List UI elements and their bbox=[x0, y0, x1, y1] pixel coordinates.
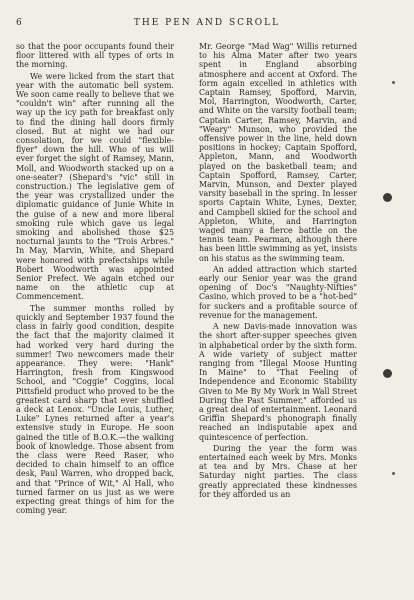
paragraph: During the year the form was entertained each week by Mrs. Monks at tea and by Mrs. Chase at her Saturday night parties. The class greatly appreciated these kindnesses for they afforded us an bbox=[199, 443, 357, 499]
paragraph: so that the poor occupants found their floor littered with all types of orts in the morning. bbox=[16, 42, 174, 70]
paper-speck bbox=[392, 472, 395, 475]
binder-hole-bottom bbox=[383, 369, 392, 378]
right-column bbox=[199, 42, 357, 499]
running-header bbox=[16, 18, 398, 32]
paragraph: Mr. George "Mad Wag" Willis returned to his Alma Mater after two years spent in England absorbing atmosphere and accent at Oxford. The form again excelled in athletics with Captain Ramsey, Spofford, Marvin, Mol, Harrington, Woodworth, Carter, and White on the varsity football team; Captain Carter, Ramsey, Marvin, and "Weary" Munson, who provided the offensive power in the line, held down positions in hockey; Captain Spofford, Appleton, Mann, and Woodworth played on the basketball team; and Captain Spofford, Ramsey, Carter, Marvin, Munson, and Dexter played varsity baseball in the spring. In lesser sports Captain White, Lynes, Dexter, and Campbell skiied for the school and Appleton, White, and Harrington waged many a fierce battle on the tennis team. Pearman, although there has been little swimming as yet, insists on his status as the swimming team. bbox=[199, 42, 357, 263]
left-column bbox=[16, 42, 174, 515]
binder-hole-top bbox=[383, 193, 392, 202]
page-number: 6 bbox=[16, 18, 22, 28]
paragraph: The summer months rolled by quickly and September 1937 found the class in fairly good condition, despite the fact that the majority claimed it had worked very hard during the summer! Two newcomers made their appearance. They were: "Hank" Harrington, fresh from Kingswood School, and "Coggie" Coggins, local Pittsfield product who proved to be the greatest card sharp that ever shuffled a deck at Lenox. "Uncle Louis, Luther, Luke" Lynes returned after a year's extensive study in Europe. He soon gained the title of B.O.K.—the walking book of knowledge. Those absent from the class were Reed Raser, who decided to chain himself to an office desk, Paul Warren, who dropped back, and that "Prince of Wit," Al Hall, who turned farmer on us just as we were expecting great things of him for the coming year. bbox=[16, 303, 174, 516]
paper-speck bbox=[392, 81, 395, 84]
publication-title: THE PEN AND SCROLL bbox=[133, 18, 281, 28]
paragraph: An added attraction which started early our Senior year was the grand opening of Doc's "Naughty-Nifties" Casino, which proved to be a "hot-bed" for suckers and a profitable source of revenue for the management. bbox=[199, 264, 357, 320]
paragraph: We were licked from the start that year with the automatic bell system. We soon came really to believe that we "couldn't win" after running all the way up the icy path for breakfast only to find the dining hall doors firmly closed. But at night we had our consolation, for we could "flexible-flyer" down the hill. Who of us will ever forget the sight of Ramsey, Mann, Moll, and Woodworth stacked up on a one-seater? (Shepard's "vic" still in construction.) The legislative gem of the year was crystallized under the diplomatic guidance of Junie White in the guise of a new and more liberal smoking rule which gave us legal smoking and abolished those $25 nocturnal jaunts to the "Trois Arbres." In May, Marvin, White, and Shepard were honored with prefectships while Robert Woodworth was appointed Senior Prefect. We again etched our name on the athletic cup at Commencement. bbox=[16, 71, 174, 302]
paragraph: A new Davis-made innovation was the short after-supper speeches given in alphabetical order by the sixth form. A wide variety of subject matter ranging from "Illegal Moose Hunting In Maine" to "That Feeling of Independence and Economic Stability Given to Me By My Work in Wall Street During the Past Summer," afforded us a great deal of entertainment. Leonard Griffin Shepard's phonograph finally reached an indisputable apex and quintescence of perfection. bbox=[199, 322, 357, 442]
